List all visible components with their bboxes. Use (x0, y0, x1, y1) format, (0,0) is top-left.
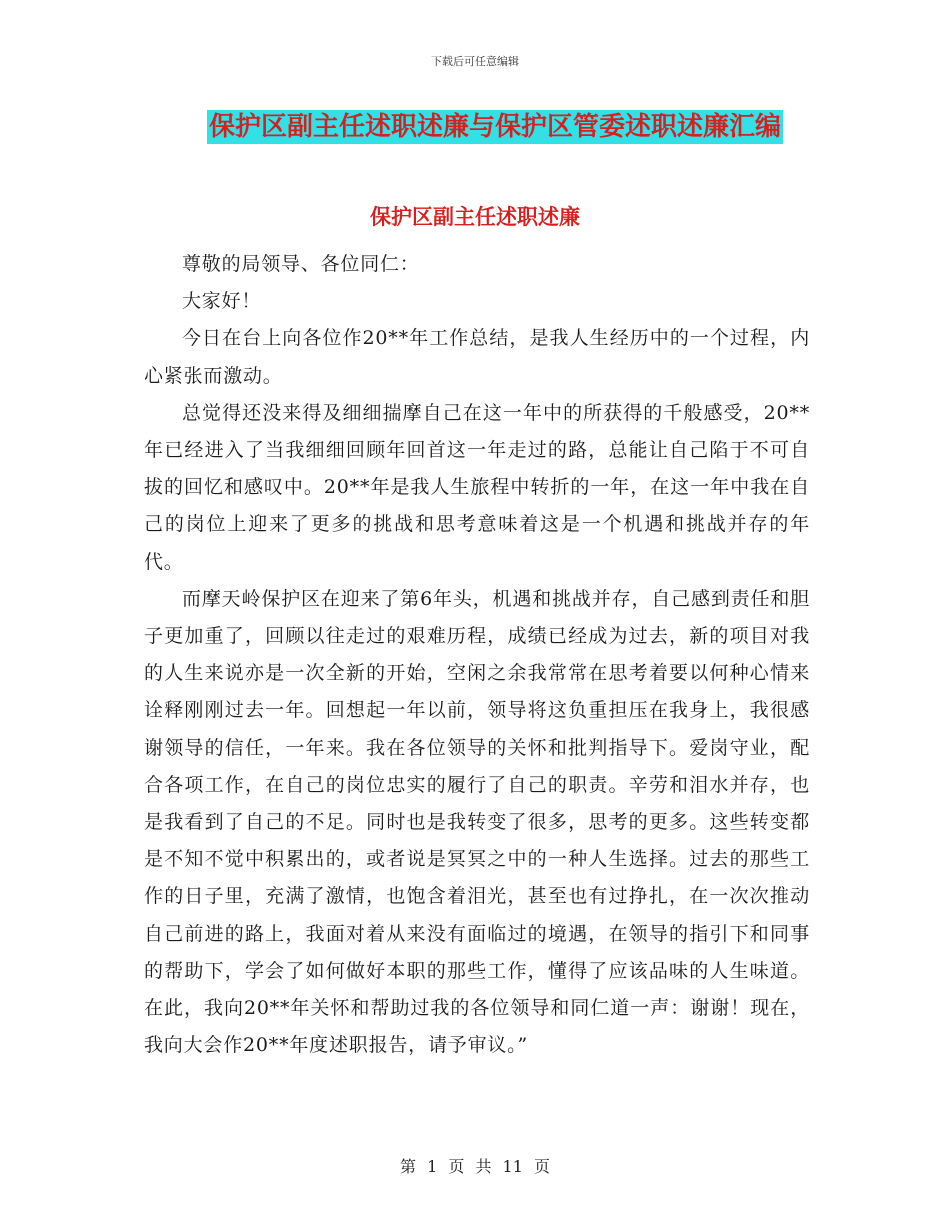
greeting: 大家好！ (182, 290, 262, 313)
body-paragraph: 而摩天岭保护区在迎来了第6年头，机遇和挑战并存，自己感到责任和胆子更加重了，回顾以往走过的艰难历程，成绩已经成为过去，新的项目对我的人生来说亦是一次全新的开始，空闲之余我常常在思考着要以何种心情来诠释刚刚过去一年。回想起一年以前，领导将这负重担压在我身上，我很感谢领导的信任，一年来。我在各位领导的关怀和批判指导下。爱岗守业，配合各项工作，在自己的岗位忠实的履行了自己的职责。辛劳和泪水并存，也是我看到了自己的不足。同时也是我转变了很多，思考的更多。这些转变都是不知不觉中积累出的，或者说是冥冥之中的一种人生选择。过去的那些工作的日子里，充满了激情，也饱含着泪光，甚至也有过挣扎，在一次次推动自己前进的路上，我面对着从来没有面临过的境遇，在领导的指引下和同事的帮助下，学会了如何做好本职的那些工作，懂得了应该品味的人生味道。在此，我向20**年关怀和帮助过我的各位领导和同仁道一声：谢谢！现在，我向大会作20**年度述职报告，请予审议。” (144, 587, 810, 1057)
header-note: 下载后可任意编辑 (431, 55, 519, 68)
salutation: 尊敬的局领导、各位同仁： (182, 253, 420, 275)
body-paragraph: 总觉得还没来得及细细揣摩自己在这一年中的所获得的千般感受，20**年已经进入了当我细细回顾年回首这一年走过的路，总能让自己陷于不可自拔的回忆和感叹中。20**年是我人生旅程中转折的一年，在这一年中我在自己的岗位上迎来了更多的挑战和思考意味着这是一个机遇和挑战并存的年代。 (144, 401, 810, 573)
body-paragraph: 今日在台上向各位作20**年工作总结，是我人生经历中的一个过程，内心紧张而激动。 (144, 327, 810, 387)
document-main-title: 保护区副主任述职述廉与保护区管委述职述廉汇编 (209, 112, 782, 142)
document-body (144, 246, 810, 1064)
section-title: 保护区副主任述职述廉 (370, 205, 580, 229)
page-footer: 第 1 页 共 11 页 (400, 1157, 550, 1176)
